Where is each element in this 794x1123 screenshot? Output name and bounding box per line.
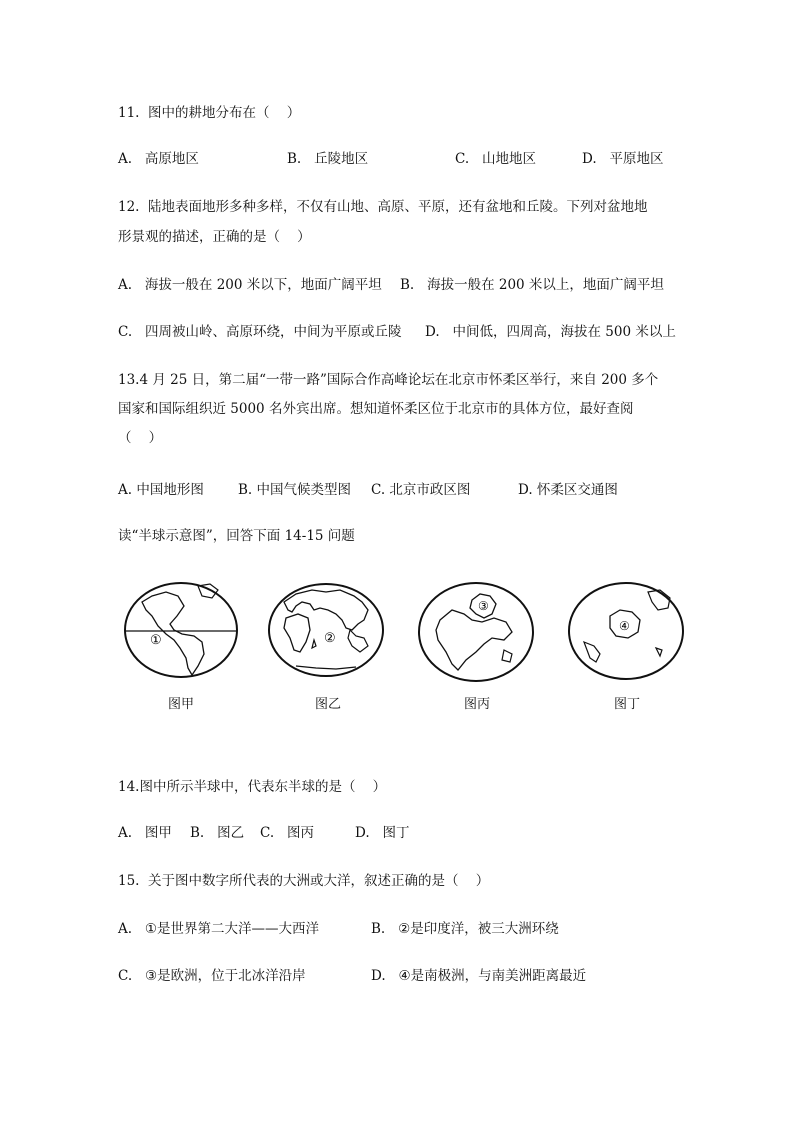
q14-option-c[interactable]: C. 图丙 xyxy=(260,825,315,841)
q14-option-b[interactable]: B. 图乙 xyxy=(190,825,245,841)
q13-option-c[interactable]: C. 北京市政区图 xyxy=(371,482,471,498)
q12-stem-line2: 形景观的描述，正确的是（ ） xyxy=(118,229,311,245)
marker-1: ① xyxy=(150,633,162,648)
q15-option-b[interactable]: B. ②是印度洋，被三大洲环绕 xyxy=(371,921,559,937)
q11-option-c[interactable]: C. 山地地区 xyxy=(455,151,537,167)
q12-stem-line1: 12. 陆地表面地形多种多样，不仅有山地、高原、平原，还有盆地和丘陵。下列对盆地地 xyxy=(118,199,648,215)
q11-option-b[interactable]: B. 丘陵地区 xyxy=(287,151,369,167)
q12-option-d[interactable]: D. 中间低，四周高，海拔在 500 米以上 xyxy=(425,324,676,340)
q14-option-a[interactable]: A. 图甲 xyxy=(118,825,172,841)
q15-stem: 15. 关于图中数字所代表的大洲或大洋，叙述正确的是（ ） xyxy=(118,873,490,889)
label-ding: 图丁 xyxy=(613,697,640,712)
q15-option-c[interactable]: C. ③是欧洲，位于北冰洋沿岸 xyxy=(118,968,306,984)
marker-4: ④ xyxy=(619,619,630,633)
q11-option-a[interactable]: A. 高原地区 xyxy=(118,151,199,167)
q13-stem-line3: （ ） xyxy=(118,430,163,446)
figure-intro: 读“半球示意图”，回答下面 14-15 问题 xyxy=(118,528,355,544)
label-yi: 图乙 xyxy=(314,697,341,712)
q11-stem: 11. 图中的耕地分布在（ ） xyxy=(118,105,301,121)
q15-option-a[interactable]: A. ①是世界第二大洋——大西洋 xyxy=(118,921,320,937)
q12-option-a[interactable]: A. 海拔一般在 200 米以下，地面广阔平坦 xyxy=(118,277,382,293)
globe-ding xyxy=(566,580,686,682)
q13-option-b[interactable]: B. 中国气候类型图 xyxy=(238,482,352,498)
marker-2: ② xyxy=(324,631,336,646)
q14-stem: 14.图中所示半球中，代表东半球的是（ ） xyxy=(118,779,387,795)
label-bing: 图丙 xyxy=(463,697,490,712)
q13-option-d[interactable]: D. 怀柔区交通图 xyxy=(518,482,618,498)
q15-option-d[interactable]: D. ④是南极洲，与南美洲距离最近 xyxy=(371,968,587,984)
label-jia: 图甲 xyxy=(167,697,194,712)
globe-jia xyxy=(122,580,240,680)
marker-3: ③ xyxy=(478,599,489,613)
q13-stem-line1: 13.4 月 25 日，第二届“一带一路”国际合作高峰论坛在北京市怀柔区举行，来自 200 多个 xyxy=(118,372,659,388)
q12-option-b[interactable]: B. 海拔一般在 200 米以上，地面广阔平坦 xyxy=(400,277,664,293)
q13-option-a[interactable]: A. 中国地形图 xyxy=(118,482,204,498)
globe-bing xyxy=(416,580,536,684)
globe-yi xyxy=(266,580,386,680)
q12-option-c[interactable]: C. 四周被山岭、高原环绕，中间为平原或丘陵 xyxy=(118,324,402,340)
q13-stem-line2: 国家和国际组织近 5000 名外宾出席。想知道怀柔区位于北京市的具体方位，最好查阅 xyxy=(118,401,634,417)
q11-option-d[interactable]: D. 平原地区 xyxy=(582,151,664,167)
q14-option-d[interactable]: D. 图丁 xyxy=(355,825,410,841)
hemisphere-figure xyxy=(118,580,678,720)
